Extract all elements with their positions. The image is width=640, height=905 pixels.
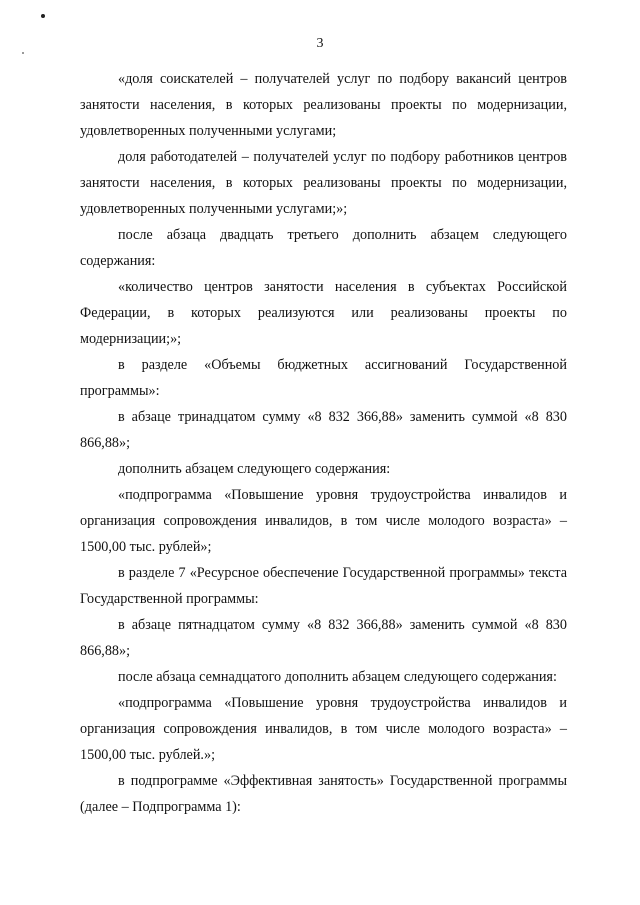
paragraph-9: в разделе 7 «Ресурсное обеспечение Государственной программы» текста Государственной программы: [80, 565, 567, 607]
document-body [80, 66, 567, 820]
scan-speck [41, 14, 45, 18]
page-number: 3 [316, 36, 324, 51]
paragraph-1: «доля соискателей – получателей услуг по подбору вакансий центров занятости населения, в которых реализованы проекты по модернизации, удовлетворенных полученными услугами; [80, 71, 567, 139]
paragraph-5: в разделе «Объемы бюджетных ассигнований Государственной программы»: [80, 357, 567, 399]
paragraph-12: «подпрограмма «Повышение уровня трудоустройства инвалидов и организация сопровождения инвалидов, в том числе молодого возраста» – 1500,00 тыс. рублей.»; [80, 695, 567, 763]
paragraph-3: после абзаца двадцать третьего дополнить абзацем следующего содержания: [80, 227, 567, 269]
paragraph-7: дополнить абзацем следующего содержания: [118, 461, 391, 477]
paragraph-10: в абзаце пятнадцатом сумму «8 832 366,88» заменить суммой «8 830 866,88»; [80, 617, 567, 659]
paragraph-4: «количество центров занятости населения в субъектах Российской Федерации, в которых реализуются или реализованы проекты по модернизации;»; [80, 279, 567, 347]
paragraph-13: в подпрограмме «Эффективная занятость» Государственной программы (далее – Подпрограмма 1): [80, 773, 567, 815]
paragraph-6: в абзаце тринадцатом сумму «8 832 366,88» заменить суммой «8 830 866,88»; [80, 409, 567, 451]
paragraph-2: доля работодателей – получателей услуг по подбору работников центров занятости населения, в которых реализованы проекты по модернизации, удовлетворенных полученными услугами;»; [80, 149, 567, 217]
paragraph-8: «подпрограмма «Повышение уровня трудоустройства инвалидов и организация сопровождения инвалидов, в том числе молодого возраста» – 1500,00 тыс. рублей»; [80, 487, 567, 555]
paragraph-11: после абзаца семнадцатого дополнить абзацем следующего содержания: [118, 669, 557, 685]
